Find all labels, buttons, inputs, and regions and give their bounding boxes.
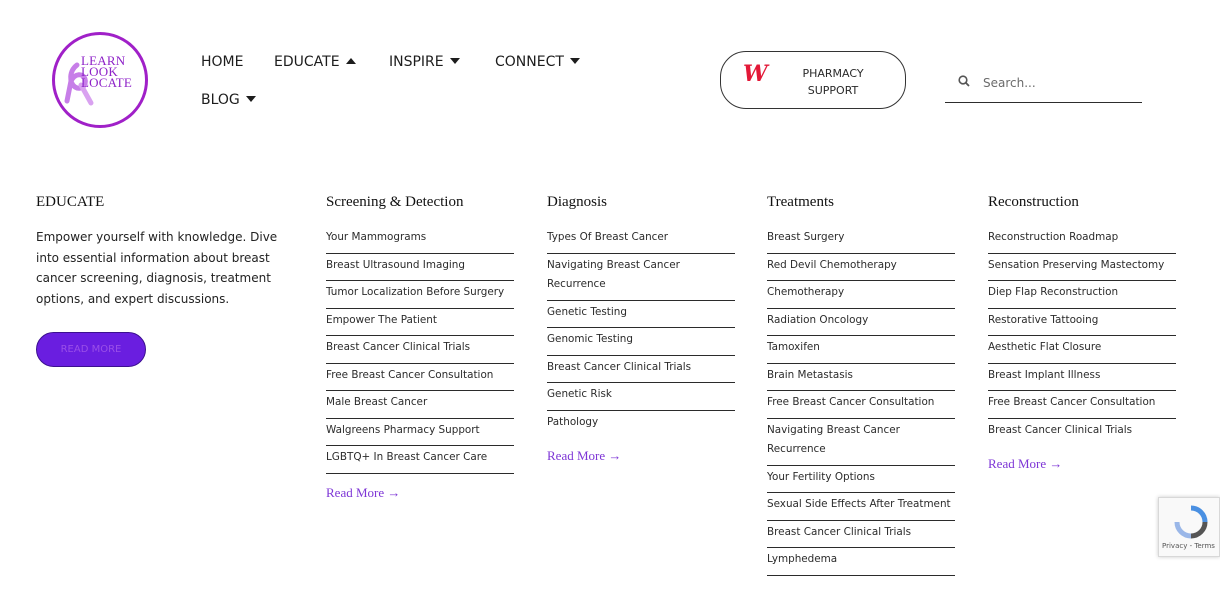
column-title: Reconstruction [988, 194, 1079, 210]
menu-link[interactable]: Breast Cancer Clinical Trials [547, 358, 735, 384]
menu-link[interactable]: Free Breast Cancer Consultation [988, 393, 1176, 419]
menu-link[interactable]: LGBTQ+ In Breast Cancer Care [326, 448, 514, 474]
menu-link[interactable]: Reconstruction Roadmap [988, 228, 1176, 254]
logo-line: LOOK [81, 64, 118, 79]
menu-link[interactable]: Radiation Oncology [767, 311, 955, 337]
nav-home-label: HOME [201, 54, 244, 70]
menu-link[interactable]: Tumor Localization Before Surgery [326, 283, 514, 309]
nav-inspire-label: INSPIRE [389, 54, 444, 70]
nav-home[interactable] [201, 54, 243, 70]
nav-educate[interactable] [274, 54, 356, 70]
pharmacy-support-button[interactable] [720, 51, 906, 109]
menu-link[interactable]: Red Devil Chemotherapy [767, 256, 955, 282]
nav-educate-label: EDUCATE [274, 54, 340, 70]
nav-inspire[interactable] [389, 54, 460, 70]
menu-link[interactable]: Walgreens Pharmacy Support [326, 421, 514, 447]
column-title: Screening & Detection [326, 194, 464, 210]
menu-link[interactable]: Diep Flap Reconstruction [988, 283, 1176, 309]
menu-link[interactable]: Empower The Patient [326, 311, 514, 337]
recaptcha-text[interactable]: Privacy - Terms [1162, 542, 1215, 550]
menu-link[interactable]: Breast Cancer Clinical Trials [326, 338, 514, 364]
recaptcha-badge[interactable] [1158, 497, 1220, 557]
menu-link[interactable]: Male Breast Cancer [326, 393, 514, 419]
menu-link[interactable]: Genetic Testing [547, 303, 735, 329]
mega-menu-title: EDUCATE [36, 194, 105, 210]
logo-line: LOCATE [81, 75, 133, 90]
column-treatments [767, 194, 955, 578]
pharmacy-support-label [791, 65, 875, 99]
read-more-button[interactable]: READ MORE [36, 332, 146, 367]
pharmacy-line-1: PHARMACY [802, 67, 864, 80]
menu-link[interactable]: Genetic Risk [547, 385, 735, 411]
menu-link[interactable]: Genomic Testing [547, 330, 735, 356]
site-logo[interactable] [52, 32, 148, 128]
nav-connect[interactable] [495, 54, 580, 70]
menu-link[interactable]: Sexual Side Effects After Treatment [767, 495, 955, 521]
pharmacy-line-2: SUPPORT [807, 84, 859, 97]
caret-down-icon [246, 96, 256, 102]
caret-down-icon [570, 58, 580, 64]
menu-link[interactable]: Free Breast Cancer Consultation [767, 393, 955, 419]
menu-link[interactable]: Brain Metastasis [767, 366, 955, 392]
mega-menu-description: Empower yourself with knowledge. Dive into essential information about breast cancer screening, diagnosis, treatment options, and expert discussions. [36, 230, 278, 306]
menu-link[interactable]: Breast Surgery [767, 228, 955, 254]
menu-link[interactable]: Tamoxifen [767, 338, 955, 364]
search-box [945, 66, 1142, 103]
menu-link[interactable]: Navigating Breast Cancer Recurrence [547, 256, 735, 301]
menu-link[interactable]: Restorative Tattooing [988, 311, 1176, 337]
menu-link[interactable]: Free Breast Cancer Consultation [326, 366, 514, 392]
read-more-link[interactable]: Read More → [988, 456, 1063, 471]
menu-link[interactable]: Pathology [547, 415, 599, 428]
link-list [547, 228, 735, 437]
column-title: Diagnosis [547, 194, 607, 210]
menu-link[interactable]: Sensation Preserving Mastectomy [988, 256, 1176, 282]
nav-connect-label: CONNECT [495, 54, 564, 70]
logo-text [81, 55, 143, 88]
link-list [326, 228, 514, 474]
search-input[interactable] [981, 71, 1135, 95]
menu-link[interactable]: Your Fertility Options [767, 468, 955, 494]
menu-link[interactable]: Lymphedema [767, 550, 955, 576]
search-icon[interactable] [958, 75, 970, 87]
menu-link[interactable]: Breast Cancer Clinical Trials [767, 523, 955, 549]
walgreens-w-icon: W [743, 61, 768, 87]
link-list [767, 228, 955, 576]
menu-link[interactable]: Breast Cancer Clinical Trials [988, 423, 1133, 436]
nav-blog-label: BLOG [201, 92, 240, 108]
column-title: Treatments [767, 194, 834, 210]
menu-link[interactable]: Navigating Breast Cancer Recurrence [767, 421, 955, 466]
column-reconstruction [988, 194, 1176, 472]
link-list [988, 228, 1176, 445]
read-more-link[interactable]: Read More → [326, 484, 401, 500]
read-more-link[interactable]: Read More → [547, 448, 622, 463]
logo-line: LEARN [81, 53, 126, 68]
column-diagnosis [547, 194, 735, 464]
menu-link[interactable]: Types Of Breast Cancer [547, 228, 735, 254]
menu-link[interactable]: Aesthetic Flat Closure [988, 338, 1176, 364]
nav-blog[interactable] [201, 92, 256, 108]
column-screening [326, 194, 514, 501]
caret-up-icon [346, 58, 356, 64]
menu-link[interactable]: Chemotherapy [767, 283, 955, 309]
menu-link[interactable]: Breast Implant Illness [988, 366, 1176, 392]
menu-link[interactable]: Your Mammograms [326, 228, 514, 254]
menu-link[interactable]: Breast Ultrasound Imaging [326, 256, 514, 282]
recaptcha-icon [1171, 502, 1211, 542]
caret-down-icon [450, 58, 460, 64]
